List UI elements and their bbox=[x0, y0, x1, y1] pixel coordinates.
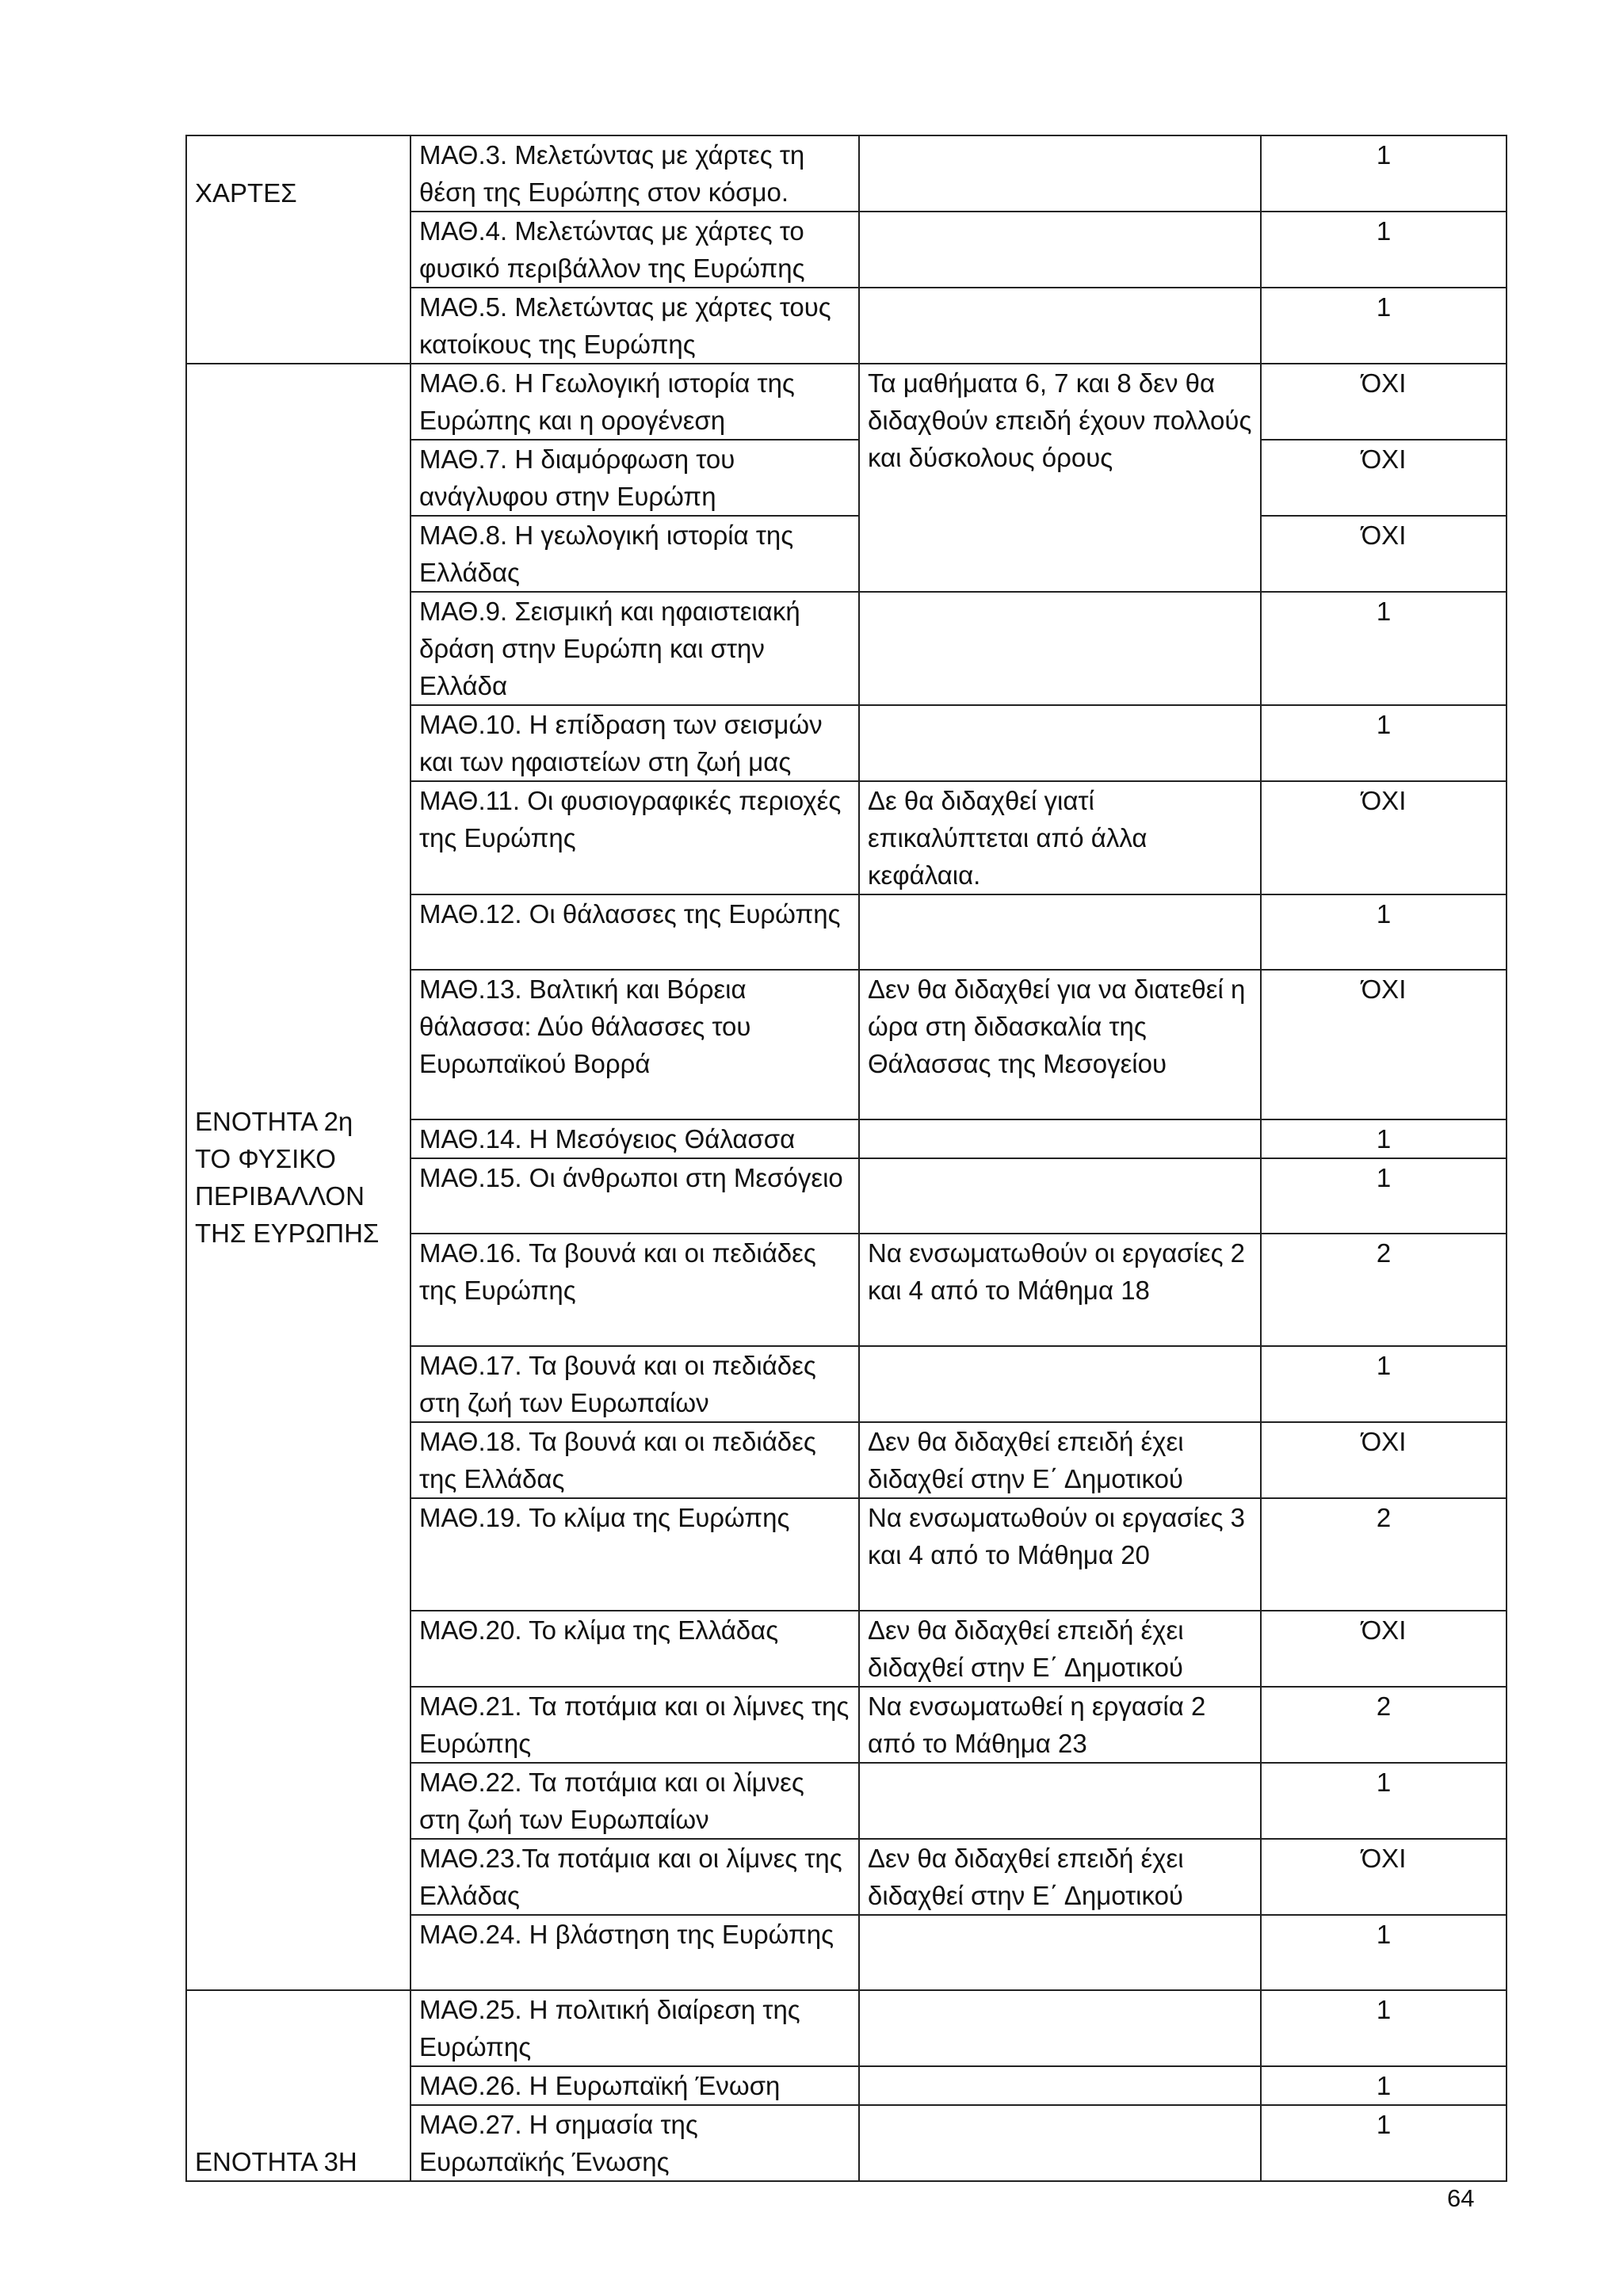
note-cell: Δεν θα διδαχθεί επειδή έχει διδαχθεί στην Ε΄ Δημοτικού bbox=[859, 1611, 1261, 1687]
hours-cell: 1 bbox=[1261, 1915, 1507, 1990]
note-cell bbox=[859, 894, 1261, 970]
table-row bbox=[186, 135, 1507, 212]
unit-cell-maps bbox=[186, 135, 411, 364]
hours-cell: 1 bbox=[1261, 1346, 1507, 1422]
lesson-cell: ΜΑΘ.4. Μελετώντας με χάρτες το φυσικό περιβάλλον της Ευρώπης bbox=[411, 212, 859, 288]
hours-cell: 1 bbox=[1261, 2105, 1507, 2181]
note-cell: Δεν θα διδαχθεί για να διατεθεί η ώρα στη διδασκαλία της Θάλασσας της Μεσογείου bbox=[859, 970, 1261, 1119]
table-row bbox=[186, 1990, 1507, 2066]
note-cell bbox=[859, 1158, 1261, 1234]
note-cell bbox=[859, 288, 1261, 364]
note-cell bbox=[859, 592, 1261, 705]
lesson-cell: ΜΑΘ.7. Η διαμόρφωση του ανάγλυφου στην Ευρώπη bbox=[411, 440, 859, 516]
lesson-cell: ΜΑΘ.14. Η Μεσόγειος Θάλασσα bbox=[411, 1119, 859, 1158]
lesson-cell: ΜΑΘ.20. Το κλίμα της Ελλάδας bbox=[411, 1611, 859, 1687]
note-cell: Δεν θα διδαχθεί επειδή έχει διδαχθεί στην Ε΄ Δημοτικού bbox=[859, 1422, 1261, 1498]
note-cell bbox=[859, 1763, 1261, 1839]
hours-cell: 1 bbox=[1261, 1158, 1507, 1234]
unit-label: ΧΑΡΤΕΣ bbox=[195, 178, 297, 208]
lesson-cell: ΜΑΘ.17. Τα βουνά και οι πεδιάδες στη ζωή των Ευρωπαίων bbox=[411, 1346, 859, 1422]
note-cell bbox=[859, 1990, 1261, 2066]
note-cell bbox=[859, 2066, 1261, 2105]
hours-cell: 1 bbox=[1261, 894, 1507, 970]
unit-label: ΕΝΟΤΗΤΑ 3Η bbox=[195, 2147, 357, 2176]
hours-cell: 2 bbox=[1261, 1234, 1507, 1346]
note-cell: Δεν θα διδαχθεί επειδή έχει διδαχθεί στην Ε΄ Δημοτικού bbox=[859, 1839, 1261, 1915]
unit-cell-unit-3 bbox=[186, 1990, 411, 2181]
lesson-cell: ΜΑΘ.22. Τα ποτάμια και οι λίμνες στη ζωή των Ευρωπαίων bbox=[411, 1763, 859, 1839]
lesson-cell: ΜΑΘ.9. Σεισμική και ηφαιστειακή δράση στην Ευρώπη και στην Ελλάδα bbox=[411, 592, 859, 705]
lesson-cell: ΜΑΘ.5. Μελετώντας με χάρτες τους κατοίκους της Ευρώπης bbox=[411, 288, 859, 364]
note-cell bbox=[859, 135, 1261, 212]
lesson-cell: ΜΑΘ.19. Το κλίμα της Ευρώπης bbox=[411, 1498, 859, 1611]
lesson-cell: ΜΑΘ.8. Η γεωλογική ιστορία της Ελλάδας bbox=[411, 516, 859, 592]
note-cell: Να ενσωματωθούν οι εργασίες 2 και 4 από το Μάθημα 18 bbox=[859, 1234, 1261, 1346]
hours-cell: 1 bbox=[1261, 1990, 1507, 2066]
lesson-cell: ΜΑΘ.25. Η πολιτική διαίρεση της Ευρώπης bbox=[411, 1990, 859, 2066]
lesson-cell: ΜΑΘ.10. Η επίδραση των σεισμών και των ηφαιστείων στη ζωή μας bbox=[411, 705, 859, 781]
note-cell: Να ενσωματωθεί η εργασία 2 από το Μάθημα 23 bbox=[859, 1687, 1261, 1763]
lesson-cell: ΜΑΘ.16. Τα βουνά και οι πεδιάδες της Ευρώπης bbox=[411, 1234, 859, 1346]
hours-cell: 1 bbox=[1261, 212, 1507, 288]
lesson-cell: ΜΑΘ.27. Η σημασία της Ευρωπαϊκής Ένωσης bbox=[411, 2105, 859, 2181]
hours-cell: ΌΧΙ bbox=[1261, 516, 1507, 592]
lesson-cell: ΜΑΘ.26. Η Ευρωπαϊκή Ένωση bbox=[411, 2066, 859, 2105]
hours-cell: ΌΧΙ bbox=[1261, 970, 1507, 1119]
curriculum-table bbox=[185, 135, 1507, 2182]
lesson-cell: ΜΑΘ.6. Η Γεωλογική ιστορία της Ευρώπης και η ορογένεση bbox=[411, 364, 859, 440]
hours-cell: ΌΧΙ bbox=[1261, 1611, 1507, 1687]
hours-cell: 1 bbox=[1261, 1763, 1507, 1839]
note-cell bbox=[859, 1346, 1261, 1422]
note-cell: Δε θα διδαχθεί γιατί επικαλύπτεται από άλλα κεφάλαια. bbox=[859, 781, 1261, 894]
note-cell bbox=[859, 705, 1261, 781]
lesson-cell: ΜΑΘ.15. Οι άνθρωποι στη Μεσόγειο bbox=[411, 1158, 859, 1234]
hours-cell: 1 bbox=[1261, 2066, 1507, 2105]
hours-cell: 1 bbox=[1261, 1119, 1507, 1158]
note-cell bbox=[859, 2105, 1261, 2181]
lesson-cell: ΜΑΘ.11. Οι φυσιογραφικές περιοχές της Ευρώπης bbox=[411, 781, 859, 894]
hours-cell: ΌΧΙ bbox=[1261, 440, 1507, 516]
note-cell bbox=[859, 212, 1261, 288]
lesson-cell: ΜΑΘ.23.Τα ποτάμια και οι λίμνες της Ελλάδας bbox=[411, 1839, 859, 1915]
table-row bbox=[186, 364, 1507, 440]
lesson-cell: ΜΑΘ.18. Τα βουνά και οι πεδιάδες της Ελλάδας bbox=[411, 1422, 859, 1498]
note-cell: Να ενσωματωθούν οι εργασίες 3 και 4 από το Μάθημα 20 bbox=[859, 1498, 1261, 1611]
hours-cell: 2 bbox=[1261, 1687, 1507, 1763]
lesson-cell: ΜΑΘ.12. Οι θάλασσες της Ευρώπης bbox=[411, 894, 859, 970]
note-cell bbox=[859, 1915, 1261, 1990]
hours-cell: 1 bbox=[1261, 135, 1507, 212]
note-cell: Τα μαθήματα 6, 7 και 8 δεν θα διδαχθούν επειδή έχουν πολλούς και δύσκολους όρους bbox=[859, 364, 1261, 592]
lesson-cell: ΜΑΘ.3. Μελετώντας με χάρτες τη θέση της Ευρώπης στον κόσμο. bbox=[411, 135, 859, 212]
hours-cell: ΌΧΙ bbox=[1261, 1422, 1507, 1498]
lesson-cell: ΜΑΘ.24. Η βλάστηση της Ευρώπης bbox=[411, 1915, 859, 1990]
hours-cell: ΌΧΙ bbox=[1261, 781, 1507, 894]
page-number: 64 bbox=[1447, 2184, 1475, 2212]
lesson-cell: ΜΑΘ.21. Τα ποτάμια και οι λίμνες της Ευρώπης bbox=[411, 1687, 859, 1763]
hours-cell: 1 bbox=[1261, 288, 1507, 364]
unit-label: ΕΝΟΤΗΤΑ 2η ΤΟ ΦΥΣΙΚΟ ΠΕΡΙΒΑΛΛΟΝ ΤΗΣ ΕΥΡΩΠΗΣ bbox=[195, 1106, 380, 1248]
hours-cell: ΌΧΙ bbox=[1261, 1839, 1507, 1915]
hours-cell: 2 bbox=[1261, 1498, 1507, 1611]
hours-cell: ΌΧΙ bbox=[1261, 364, 1507, 440]
unit-cell-physical-environment bbox=[186, 364, 411, 1990]
lesson-cell: ΜΑΘ.13. Βαλτική και Βόρεια θάλασσα: Δύο θάλασσες του Ευρωπαϊκού Βορρά bbox=[411, 970, 859, 1119]
hours-cell: 1 bbox=[1261, 705, 1507, 781]
hours-cell: 1 bbox=[1261, 592, 1507, 705]
note-cell bbox=[859, 1119, 1261, 1158]
